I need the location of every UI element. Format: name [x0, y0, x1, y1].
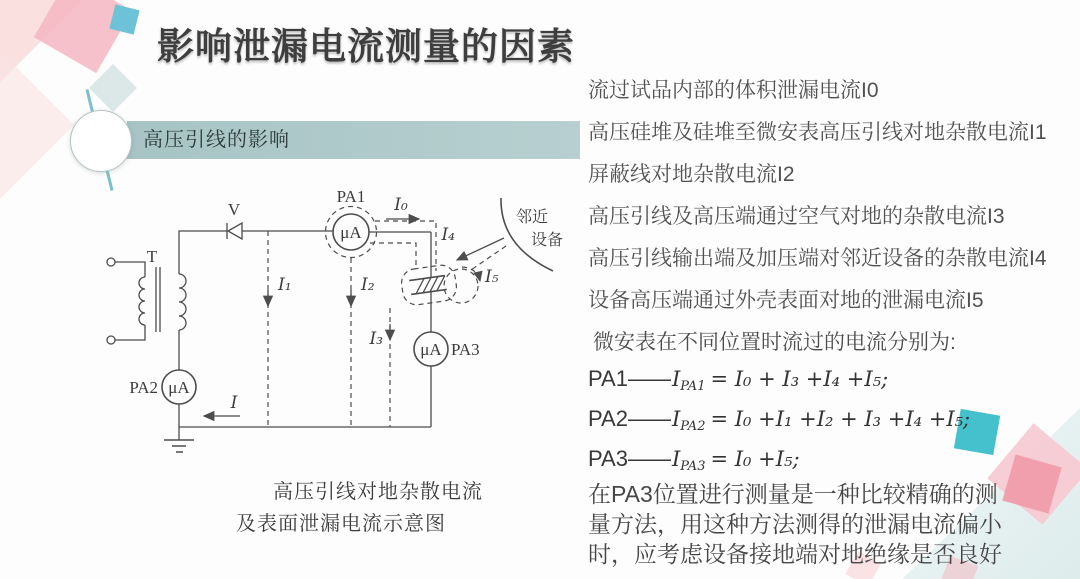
list-item-i1: 高压硅堆及硅堆至微安表高压引线对地杂散电流I1: [588, 121, 1047, 144]
transformer-symbol: [107, 247, 186, 344]
formula-pa3-sub: PA3: [680, 459, 706, 474]
pa3-label: PA3: [451, 340, 480, 359]
current-i5-arrow: [462, 267, 499, 287]
decoration-circle: [70, 110, 132, 172]
i0-label: I₀: [394, 195, 408, 215]
diode-label: V: [227, 200, 241, 219]
meter-pa2: [129, 370, 196, 404]
measurement-note: 在PA3位置进行测量是一种比较精确的测量方法，用这种方法测得的泄漏电流偏小时，应考虑设备接地端对地绝缘是否良好: [588, 481, 1002, 567]
list-item-i3: 高压引线及高压端通过空气对地的杂散电流I3: [588, 205, 1005, 228]
current-i-arrow: [204, 393, 240, 416]
list-item-i5: 设备高压端通过外壳表面对地的泄漏电流I5: [588, 289, 984, 312]
list-item-i0: 流过试品内部的体积泄漏电流I0: [588, 79, 879, 102]
i3-label: I₃: [369, 329, 383, 349]
diagram-caption-line2: 及表面泄漏电流示意图: [236, 513, 446, 535]
pa1-label: PA1: [336, 187, 366, 206]
formula-pa1-dash: ——: [627, 366, 670, 391]
formula-pa3-lhs: I: [671, 447, 681, 471]
nearby-equipment: [501, 198, 563, 271]
formula-pa2: [588, 406, 1074, 434]
formula-pa1: [588, 366, 1074, 394]
current-i4-arrow: [440, 225, 506, 270]
formula-pa3-dash: ——: [627, 446, 670, 471]
current-description-list: [588, 77, 1074, 329]
formula-pa1-sub: PA1: [680, 379, 706, 394]
formula-pa2-rhs: = I₀ +I₁ +I₂ + I₃ +I₄ +I₅;: [710, 407, 971, 431]
surface-leakage-loop: [400, 263, 458, 306]
nearby-label-line1: 邻近: [515, 209, 549, 226]
diode-symbol: [227, 200, 242, 239]
diagram-caption-line1: 高压引线对地杂散电流: [273, 481, 483, 503]
i1-label: I₁: [278, 275, 292, 295]
section-banner-label: 高压引线的影响: [143, 129, 290, 151]
formula-block: [588, 326, 1074, 486]
test-sample-symbol: [409, 276, 447, 295]
shield-dashed-inner: [370, 243, 416, 269]
formula-pa3-rhs: = I₀ +I₅;: [710, 447, 800, 471]
formula-pa3-meter: PA3: [588, 446, 628, 471]
list-item-i2: 屏蔽线对地杂散电流I2: [588, 163, 795, 186]
current-i0-arrow: [386, 195, 419, 219]
meter-pa1: [326, 187, 377, 258]
i4-label: I₄: [441, 225, 455, 245]
wire-pa1-to-sample: [369, 232, 431, 278]
formula-pa2-dash: ——: [627, 406, 670, 431]
ground-symbol: [164, 404, 194, 452]
meter-pa3: [414, 332, 480, 366]
list-item-i4: 高压引线输出端及加压端对邻近设备的杂散电流I4: [588, 247, 1047, 270]
wire-hv-top-left: [179, 231, 227, 274]
formula-pa1-rhs: = I₀ + I₃ +I₄ +I₅;: [710, 367, 889, 391]
shield-dashed-outer: [375, 221, 436, 271]
formula-pa2-sub: PA2: [680, 419, 706, 434]
formula-pa1-meter: PA1: [588, 366, 628, 391]
formula-pa1-lhs: I: [671, 367, 681, 391]
current-i1-line: [268, 231, 292, 427]
i5-label: I₅: [485, 267, 499, 287]
pa2-ua-label: μA: [168, 378, 190, 397]
i2-label: I₂: [361, 275, 375, 295]
formula-intro: 微安表在不同位置时流过的电流分别为:: [593, 331, 956, 354]
current-i3-line: [368, 308, 390, 427]
nearby-label-line2: 设备: [530, 232, 564, 249]
pa1-ua-label: μA: [340, 223, 362, 242]
pa3-ua-label: μA: [420, 340, 442, 359]
section-banner: [127, 121, 580, 159]
page-title: 影响泄漏电流测量的因素: [157, 26, 575, 67]
formula-pa3: [588, 446, 1074, 474]
pa2-label: PA2: [129, 378, 158, 397]
formula-pa2-lhs: I: [671, 407, 681, 431]
surface-leakage-loop-right: [444, 269, 478, 303]
formula-pa2-meter: PA2: [588, 406, 628, 431]
i-total-label: I: [230, 393, 238, 413]
transformer-label: T: [146, 247, 158, 266]
